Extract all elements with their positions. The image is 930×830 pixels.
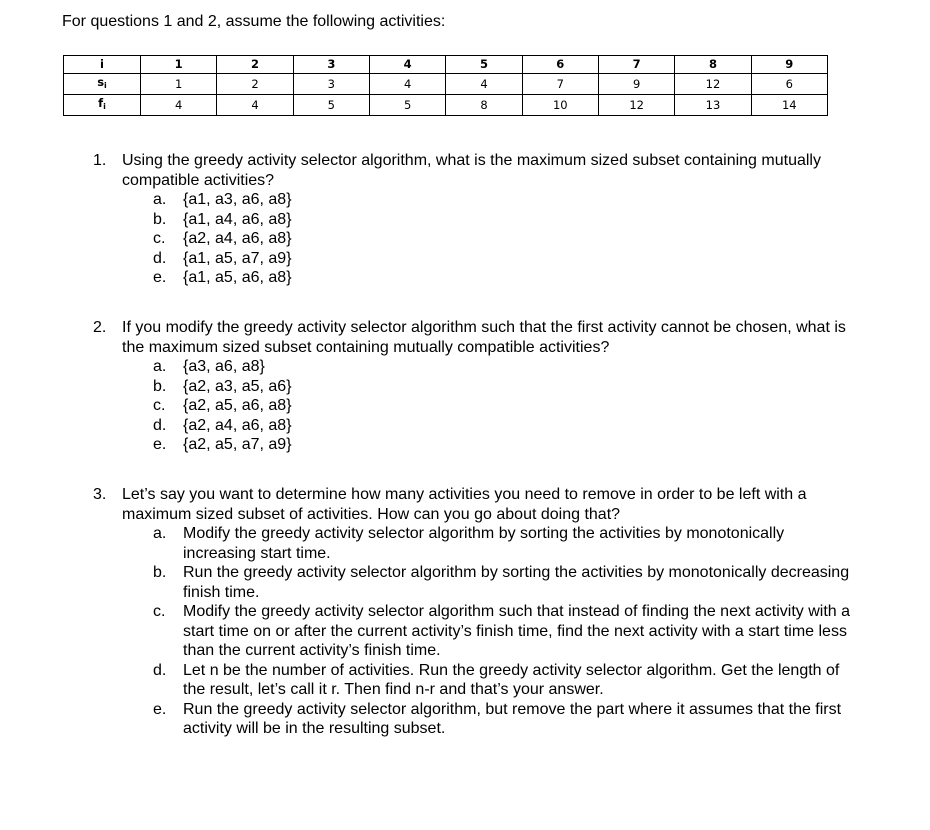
table-cell: 4 — [446, 74, 522, 95]
option-b — [153, 210, 853, 230]
table-cell: 7 — [522, 74, 598, 95]
option-e — [153, 268, 853, 288]
intro-text: For questions 1 and 2, assume the following activities: — [62, 13, 446, 30]
option-d — [153, 416, 853, 436]
row-label-f-base: f — [98, 96, 104, 110]
option-letter: b. — [153, 210, 167, 228]
question-number: 3. — [93, 486, 107, 503]
option-a — [153, 524, 853, 563]
option-text: Modify the greedy activity selector algorithm such that instead of finding the next activity with a start time on or after the current activity’s finish time, find the next activity with a start time less than the current activity’s finish time. — [183, 603, 850, 659]
option-letter: d. — [153, 661, 167, 679]
option-text: Run the greedy activity selector algorithm, but remove the part where it assumes that the first activity will be in the resulting subset. — [183, 700, 842, 737]
table-cell: 5 — [369, 95, 445, 116]
question-number: 1. — [93, 152, 107, 169]
table-cell: 4 — [141, 95, 217, 116]
table-cell: 3 — [293, 56, 369, 74]
table-cell: 1 — [141, 74, 217, 95]
row-label-f — [64, 95, 141, 116]
question-1 — [93, 151, 853, 288]
table-cell: 9 — [598, 74, 674, 95]
option-c — [153, 229, 853, 249]
option-b — [153, 563, 853, 602]
option-letter: a. — [153, 358, 167, 375]
option-letter: b. — [153, 564, 167, 581]
option-letter: a. — [153, 191, 167, 208]
option-letter: c. — [153, 397, 166, 414]
option-d — [153, 249, 853, 269]
table-cell: 2 — [217, 74, 293, 95]
option-text: {a2, a5, a6, a8} — [183, 397, 292, 414]
option-list — [153, 524, 853, 739]
table-cell: 9 — [751, 56, 827, 74]
option-a — [153, 357, 853, 377]
table-row-f — [64, 95, 828, 116]
option-text: Run the greedy activity selector algorithm by sorting the activities by monotonically decreasing finish time. — [183, 564, 850, 601]
option-text: Modify the greedy activity selector algorithm by sorting the activities by monotonically increasing start time. — [183, 525, 785, 562]
question-stem: Let’s say you want to determine how many activities you need to remove in order to be left with a maximum sized subset of activities. How can you go about doing that? — [122, 486, 807, 523]
option-e — [153, 435, 853, 455]
question-2 — [93, 318, 853, 455]
option-text: {a1, a4, a6, a8} — [183, 210, 292, 228]
option-letter: c. — [153, 603, 166, 620]
option-text: {a2, a3, a5, a6} — [183, 377, 292, 395]
table-cell: 5 — [446, 56, 522, 74]
row-label-f-sub: i — [103, 102, 106, 111]
question-stem: If you modify the greedy activity selector algorithm such that the first activity cannot be chosen, what is the maximum sized subset containing mutually compatible activities? — [122, 319, 846, 356]
table-cell: 4 — [369, 56, 445, 74]
option-text: {a1, a5, a6, a8} — [183, 269, 292, 286]
table-cell: 8 — [446, 95, 522, 116]
question-3 — [93, 485, 853, 739]
activities-table — [63, 55, 828, 116]
option-text: {a1, a5, a7, a9} — [183, 249, 292, 267]
option-text: {a3, a6, a8} — [183, 358, 265, 375]
option-text: {a2, a4, a6, a8} — [183, 230, 292, 247]
option-text: {a1, a3, a6, a8} — [183, 191, 292, 208]
row-label-s — [64, 74, 141, 95]
option-a — [153, 190, 853, 210]
row-label-s-sub: i — [104, 81, 107, 90]
option-text: {a2, a5, a7, a9} — [183, 436, 292, 453]
row-label-s-base: s — [97, 75, 105, 89]
table-cell: 4 — [369, 74, 445, 95]
table-cell: 10 — [522, 95, 598, 116]
table-cell: 14 — [751, 95, 827, 116]
table-cell: 12 — [675, 74, 751, 95]
option-letter: e. — [153, 436, 167, 453]
table-row-i — [64, 56, 828, 74]
table-cell: 4 — [217, 95, 293, 116]
option-letter: a. — [153, 525, 167, 542]
question-number: 2. — [93, 319, 107, 336]
option-c — [153, 602, 853, 661]
table-cell: 6 — [751, 74, 827, 95]
option-list — [153, 190, 853, 288]
option-c — [153, 396, 853, 416]
table-cell: 7 — [598, 56, 674, 74]
table-row-s — [64, 74, 828, 95]
option-b — [153, 377, 853, 397]
table-cell: 2 — [217, 56, 293, 74]
row-label-i: i — [64, 56, 141, 74]
table-cell: 1 — [141, 56, 217, 74]
table-cell: 8 — [675, 56, 751, 74]
option-letter: b. — [153, 377, 167, 395]
option-d — [153, 661, 853, 700]
table-cell: 3 — [293, 74, 369, 95]
table-cell: 5 — [293, 95, 369, 116]
option-letter: d. — [153, 249, 167, 267]
option-e — [153, 700, 853, 739]
option-list — [153, 357, 853, 455]
option-letter: e. — [153, 269, 167, 286]
table-cell: 12 — [598, 95, 674, 116]
table-cell: 6 — [522, 56, 598, 74]
option-letter: c. — [153, 230, 166, 247]
option-text: Let n be the number of activities. Run the greedy activity selector algorithm. Get the length of the result, let’s call it r. Then find n-r and that’s your answer. — [183, 661, 840, 698]
option-letter: d. — [153, 416, 167, 434]
option-letter: e. — [153, 700, 167, 718]
option-text: {a2, a4, a6, a8} — [183, 416, 292, 434]
table-cell: 13 — [675, 95, 751, 116]
question-stem: Using the greedy activity selector algorithm, what is the maximum sized subset containing mutually compatible activities? — [122, 152, 821, 189]
